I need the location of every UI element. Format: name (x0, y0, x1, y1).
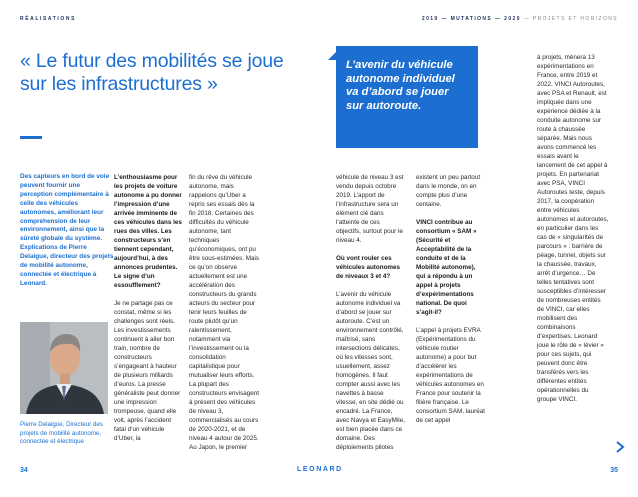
title-divider (20, 136, 42, 139)
question-1: L’enthousiasme pour les projets de voiture autonome a pu donner l’impression d’une arrivée imminente de ces véhicules dans les rues des villes. Les constructeurs s’en tiennent cependant, aujourd’hui, à des annonces prudentes. Le signe d’un essoufflement? (114, 174, 182, 289)
section-breadcrumb (422, 16, 618, 22)
answer-1-end: véhicule de niveau 3 est vendu depuis octobre 2019. L’apport de l’infrastructure sera un élément clé dans l’atteinte de ces objectifs, surtout pour le niveau 4. (336, 174, 404, 244)
column-2 (114, 173, 182, 443)
question-3: VINCI contribue au consortium « SAM » (Sécurité et Acceptabilité de la conduite et de la Mobilité autonome), qui a répondu à un appel à projets d’expérimentations national. De quoi s’agit-il? (416, 219, 477, 316)
page-number-left: 34 (20, 467, 28, 474)
intro-lead: Des capteurs en bord de voie peuvent fournir une perception complémentaire à celle des véhicules autonomes, améliorant leur compréhension de leur environnement, ainsi que la sûreté globale du système. Explications de Pierre Delaigue, directeur des projets de mobilité autonome, connectée et électrique à Leonard. (20, 173, 114, 287)
pullquote-notch (328, 52, 336, 60)
portrait-illustration (20, 322, 108, 414)
article-title: « Le futur des mobilités se joue sur les infrastructures » (20, 50, 284, 95)
leonard-logo: LEONARD (297, 466, 343, 473)
question-2: Où vont rouler ces véhicules autonomes de niveaux 3 et 4? (336, 255, 401, 280)
answer-1: Je ne partage pas ce constat, même si les challenges sont réels. Les investissements continuent à aller bon train, nombre de constructeurs s’engageant à hauteur de plusieurs milliards d’euros. La presse généraliste peut donner une impression trompeuse, quand elle voit, après l’accident fatal d’un véhicule d’Uber, la (114, 300, 181, 442)
answer-3: L’appel à projets EVRA (Expérimentations du véhicule routier autonome) a pour but d’accélérer les expérimentations de véhicules autonomes en France pour soutenir la filière française. Le consortium SAM, lauréat de cet appel (416, 327, 485, 424)
page-number-right: 35 (610, 467, 618, 474)
answer-2-end: existent un peu partout dans le monde, on en compte plus d’une centaine. (416, 174, 481, 208)
answer-1-cont: fin du rêve du véhicule autonome, mais rappelons qu’Uber a repris ses essais dès la fin 2018. Certaines des difficultés du véhicule autonome, tant techniques qu’économiques, ont pu être sous-estimées. Mais ce qu’on observe actuellement est une accélération des constructeurs du grands acteurs du secteur pour tenir leurs feuilles de route plutôt qu’un ralentissement, notamment via l’investissement ou la consolidation capitalistique pour mutualiser leurs efforts. La plupart des constructeurs envisagent à présent des véhicules de niveau 3, commercialisés au cours de 2020-2021, et de niveau 4 autour de 2025. Au Japon, le premier (189, 174, 260, 451)
chevron-right-icon (613, 440, 627, 454)
next-page-arrow-icon[interactable] (613, 440, 627, 454)
breadcrumb-current: 2019 — MUTATIONS — 2020 (421, 16, 521, 22)
photo-caption: Pierre Delaigue, Directeur des projets de mobilité autonome, connectée et électrique (20, 421, 103, 446)
breadcrumb-rest: — PROJETS ET HORIZONS (523, 16, 618, 22)
column-4 (336, 173, 406, 452)
pullquote-box (336, 46, 478, 148)
pullquote-text: L’avenir du véhicule autonome individuel va d’abord se jouer sur autoroute. (346, 59, 455, 112)
column-6 (537, 53, 609, 404)
column-3 (189, 173, 259, 452)
column-5 (416, 173, 486, 425)
answer-3-cont: à projets, mènera 13 expérimentations en France, entre 2019 et 2022. VINCI Autoroutes, avec PSA et Renault, est impliquée dans une expérience dédiée à la conduite autonome sur route à chaussée séparée. Mais nous avons commencé les essais avant le lancement de cet appel à projets. En partenariat avec PSA, VINCI Autoroutes teste, depuis 2017, la coopération entre véhicules autonomes et autoroutes, en particulier dans les cas de « singularités de parcours » : barrière de péage, tunnel, objets sur la chaussée, travaux, arrêt d’urgence… De telles tentatives sont susceptibles d’intéresser de nombreuses entités de VINCI, car elles mobilisent des combinaisons d’expertises. Leonard joue le rôle de « lévier » pour ces sujets, qui peuvent donc être transférés vers les différentes entités opérationnelles du groupe VINCI. (537, 54, 609, 403)
answer-2: L’avenir du véhicule autonome individuel va d’abord se jouer sur autoroute. C’est un environnement contrôlé, maîtrisé, sans intersections délicates, où les vitesses sont, usuellement, assez homogènes. Il faut compter aussi avec les navettes à basse vitesse, en site dédié ou encadré. La France, avec Navya et EasyMile, est bien placée dans ce domaine. Des déploiements pilotes (336, 291, 405, 451)
portrait-photo (20, 322, 108, 414)
section-label: RÉALISATIONS (20, 16, 77, 22)
